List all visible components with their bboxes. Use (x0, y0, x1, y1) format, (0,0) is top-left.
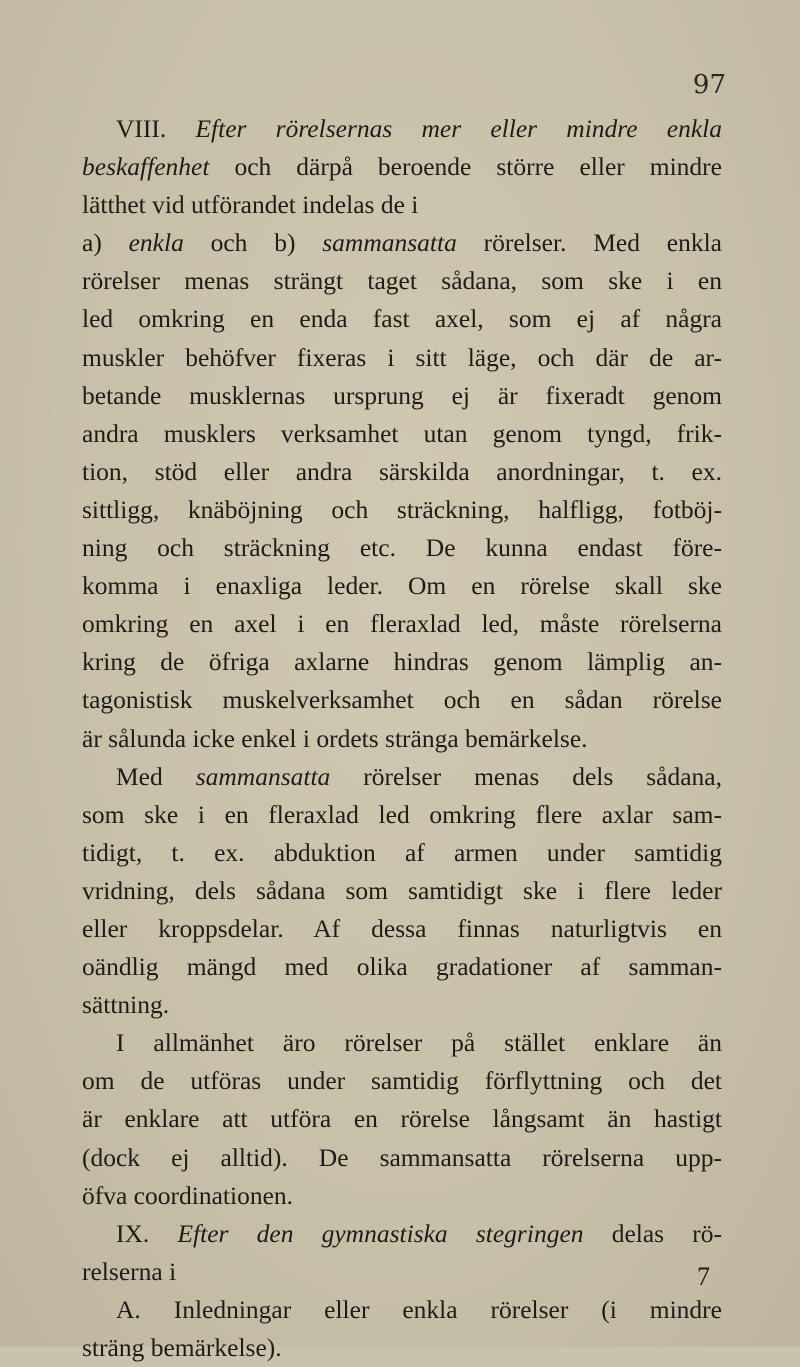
text-line (82, 491, 722, 529)
text-segment: muskler behöfver fixeras i sitt läge, och där de ar- (82, 342, 722, 372)
text-segment: och b) (183, 228, 323, 258)
text-segment: är enklare att utföra en rörelse långsamt än hastigt (82, 1104, 722, 1134)
text-line (82, 224, 722, 262)
text-segment: rörelser menas dels sådana, (330, 761, 722, 791)
text-segment: betande musklernas ursprung ej är fixeradt genom (82, 380, 722, 410)
text-segment: vridning, dels sådana som samtidigt ske i flere leder (82, 875, 722, 905)
italic-text: sammansatta (322, 228, 457, 258)
text-segment: tidigt, t. ex. abduktion af armen under samtidig (82, 837, 722, 867)
text-segment: relserna i (82, 1256, 177, 1286)
text-line (82, 1100, 722, 1138)
text-segment: delas rö- (583, 1218, 722, 1248)
text-segment: kring de öfriga axlarne hindras genom lämplig an- (82, 647, 722, 677)
text-line (82, 948, 722, 986)
text-segment: sättning. (82, 990, 170, 1020)
text-segment: komma i enaxliga leder. Om en rörelse skall ske (82, 571, 722, 601)
text-segment: tagonistisk muskelverksamhet och en sådan rörelse (82, 685, 722, 715)
text-segment: led omkring en enda fast axel, som ej af några (82, 304, 722, 334)
text-line (82, 186, 722, 224)
text-line (82, 796, 722, 834)
text-line (82, 643, 722, 681)
text-line (82, 567, 722, 605)
text-line (82, 986, 722, 1024)
text-line (82, 339, 722, 377)
text-segment: och därpå beroende större eller mindre (209, 152, 722, 182)
text-line (82, 1253, 722, 1291)
text-segment: I allmänhet äro rörelser på stället enklare än (116, 1028, 722, 1058)
text-segment: sträng bemärkelse). (82, 1333, 282, 1362)
text-segment: rörelser menas strängt taget sådana, som ske i en (82, 266, 722, 296)
text-line (82, 1291, 722, 1329)
text-line (82, 148, 722, 186)
text-line (82, 1139, 722, 1177)
signature-mark: 7 (697, 1262, 710, 1291)
text-segment: rörelser. Med enkla (456, 228, 722, 258)
text-segment: andra musklers verksamhet utan genom tyngd, frik- (82, 418, 722, 448)
text-line (82, 110, 722, 148)
text-line (82, 605, 722, 643)
text-line (82, 529, 722, 567)
text-line (82, 910, 722, 948)
text-segment: Med (116, 761, 196, 791)
text-segment: A. Inledningar eller enkla rörelser (i mindre (116, 1294, 722, 1324)
text-line (82, 1177, 722, 1215)
text-segment: a) (82, 228, 129, 258)
text-segment: oändlig mängd med olika gradationer af samman- (82, 952, 722, 982)
text-segment: tion, stöd eller andra särskilda anordningar, t. ex. (82, 456, 722, 486)
text-line (82, 758, 722, 796)
text-segment: eller kroppsdelar. Af dessa finnas naturligtvis en (82, 913, 722, 943)
text-segment: som ske i en fleraxlad led omkring flere axlar sam- (82, 799, 722, 829)
text-line (82, 872, 722, 910)
text-segment: ning och sträckning etc. De kunna endast före- (82, 533, 722, 563)
text-line (82, 1215, 722, 1253)
italic-text: Efter den gymnastiska stegringen (177, 1218, 584, 1248)
text-line (82, 262, 722, 300)
text-line (82, 453, 722, 491)
page-number: 97 (692, 70, 726, 100)
text-segment: IX. (116, 1218, 178, 1248)
text-line (82, 681, 722, 719)
text-line (82, 720, 722, 758)
text-line (82, 300, 722, 338)
text-line (82, 415, 722, 453)
text-line (82, 834, 722, 872)
italic-text: sammansatta (195, 761, 331, 791)
body-text (82, 110, 722, 1367)
italic-text: enkla (128, 228, 184, 258)
text-segment: (dock ej alltid). De sammansatta rörelserna upp- (82, 1142, 722, 1172)
text-segment: lätthet vid utförandet indelas de i (82, 190, 419, 220)
italic-text: beskaffenhet (82, 152, 210, 182)
text-line (82, 377, 722, 415)
text-line (82, 1062, 722, 1100)
text-line (82, 1329, 722, 1367)
text-segment: omkring en axel i en fleraxlad led, måste rörelserna (82, 609, 722, 639)
text-segment: är sålunda icke enkel i ordets stränga bemärkelse. (82, 723, 588, 753)
text-segment: sittligg, knäböjning och sträckning, halfligg, fotböj- (82, 494, 722, 524)
text-segment: VIII. (116, 114, 196, 143)
text-segment: öfva coordinationen. (82, 1180, 294, 1210)
text-line (82, 1024, 722, 1062)
italic-text: Efter rörelsernas mer eller mindre enkla (195, 114, 722, 143)
text-segment: om de utföras under samtidig förflyttning och det (82, 1066, 722, 1096)
